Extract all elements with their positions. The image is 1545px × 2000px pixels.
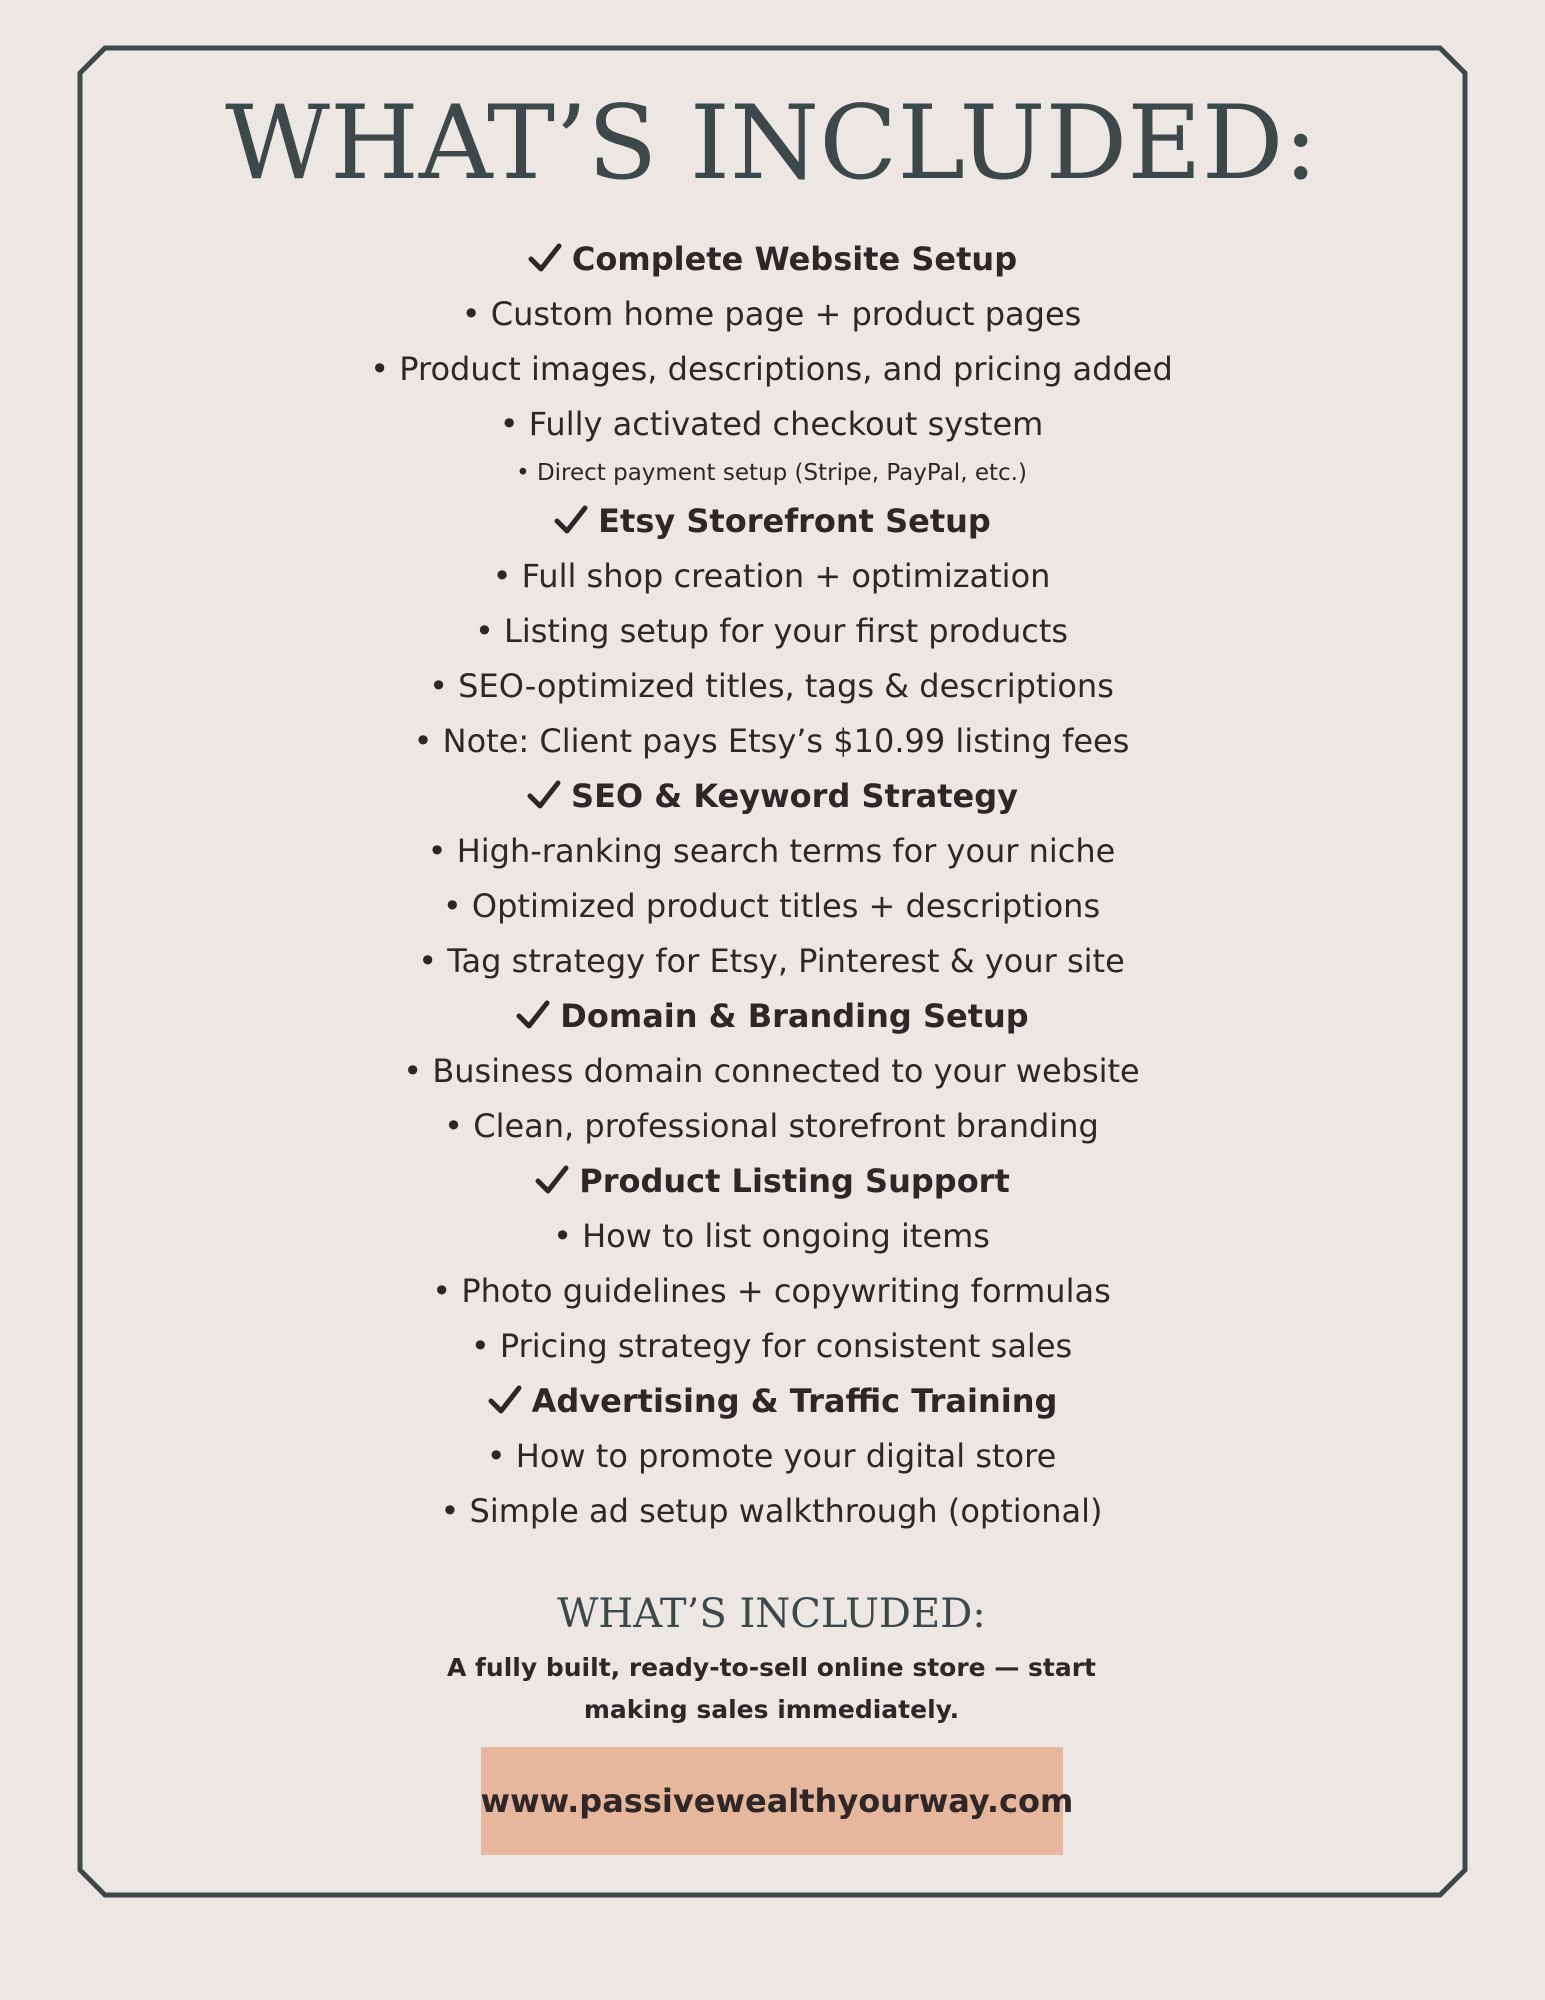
section-heading-label: Advertising & Traffic Training xyxy=(531,1382,1058,1420)
list-item: • Business domain connected to your website xyxy=(403,1052,1140,1090)
checkmark-icon xyxy=(552,501,590,539)
website-url-link[interactable]: www.passivewealthyourway.com xyxy=(480,1782,1074,1820)
section-heading xyxy=(79,1154,1464,1209)
checkmark-icon xyxy=(486,1381,524,1419)
list-item: • High-ranking search terms for your niche xyxy=(427,832,1116,870)
list-item: • Listing setup for your first products xyxy=(474,612,1069,650)
list-item: • Custom home page + product pages xyxy=(461,295,1082,333)
list-item: • How to list ongoing items xyxy=(553,1217,990,1255)
list-item: • Product images, descriptions, and pricing added xyxy=(370,350,1173,388)
tagline: A fully built, ready-to-sell online store — start making sales immediately. xyxy=(447,1653,1096,1724)
list-item: • Simple ad setup walkthrough (optional) xyxy=(440,1492,1103,1530)
list-item: • Note: Client pays Etsy’s $10.99 listing fees xyxy=(413,722,1130,760)
section-heading xyxy=(79,494,1464,549)
list-item: • Fully activated checkout system xyxy=(499,405,1044,443)
checkmark-icon xyxy=(526,239,564,277)
website-link-box[interactable] xyxy=(480,1747,1074,1855)
section-heading-label: SEO & Keyword Strategy xyxy=(571,777,1018,815)
list-item: • Tag strategy for Etsy, Pinterest & your site xyxy=(418,942,1125,980)
section-heading xyxy=(79,232,1464,287)
footer-subtitle: WHAT’S INCLUDED: xyxy=(557,1591,986,1637)
list-item: • Pricing strategy for consistent sales xyxy=(470,1327,1073,1365)
main-content xyxy=(79,48,1464,1855)
included-sections-list xyxy=(79,232,1464,1539)
list-item: • How to promote your digital store xyxy=(486,1437,1057,1475)
list-item: • SEO-optimized titles, tags & descriptions xyxy=(429,667,1114,705)
page-title: WHAT’S INCLUDED: xyxy=(225,84,1318,203)
list-item: • Full shop creation + optimization xyxy=(492,557,1051,595)
list-item: • Photo guidelines + copywriting formulas xyxy=(432,1272,1111,1310)
list-item: • Direct payment setup (Stripe, PayPal, etc.) xyxy=(516,460,1027,486)
list-item: • Optimized product titles + descriptions xyxy=(442,887,1101,925)
section-heading-label: Complete Website Setup xyxy=(571,240,1018,278)
checkmark-icon xyxy=(525,776,563,814)
section-heading xyxy=(79,769,1464,824)
section-heading-label: Etsy Storefront Setup xyxy=(598,502,991,540)
checkmark-icon xyxy=(514,996,552,1034)
section-heading-label: Product Listing Support xyxy=(579,1162,1010,1200)
section-heading xyxy=(79,989,1464,1044)
list-item: • Clean, professional storefront branding xyxy=(444,1107,1099,1145)
checkmark-icon xyxy=(533,1161,571,1199)
section-heading-label: Domain & Branding Setup xyxy=(560,997,1029,1035)
section-heading xyxy=(79,1374,1464,1429)
